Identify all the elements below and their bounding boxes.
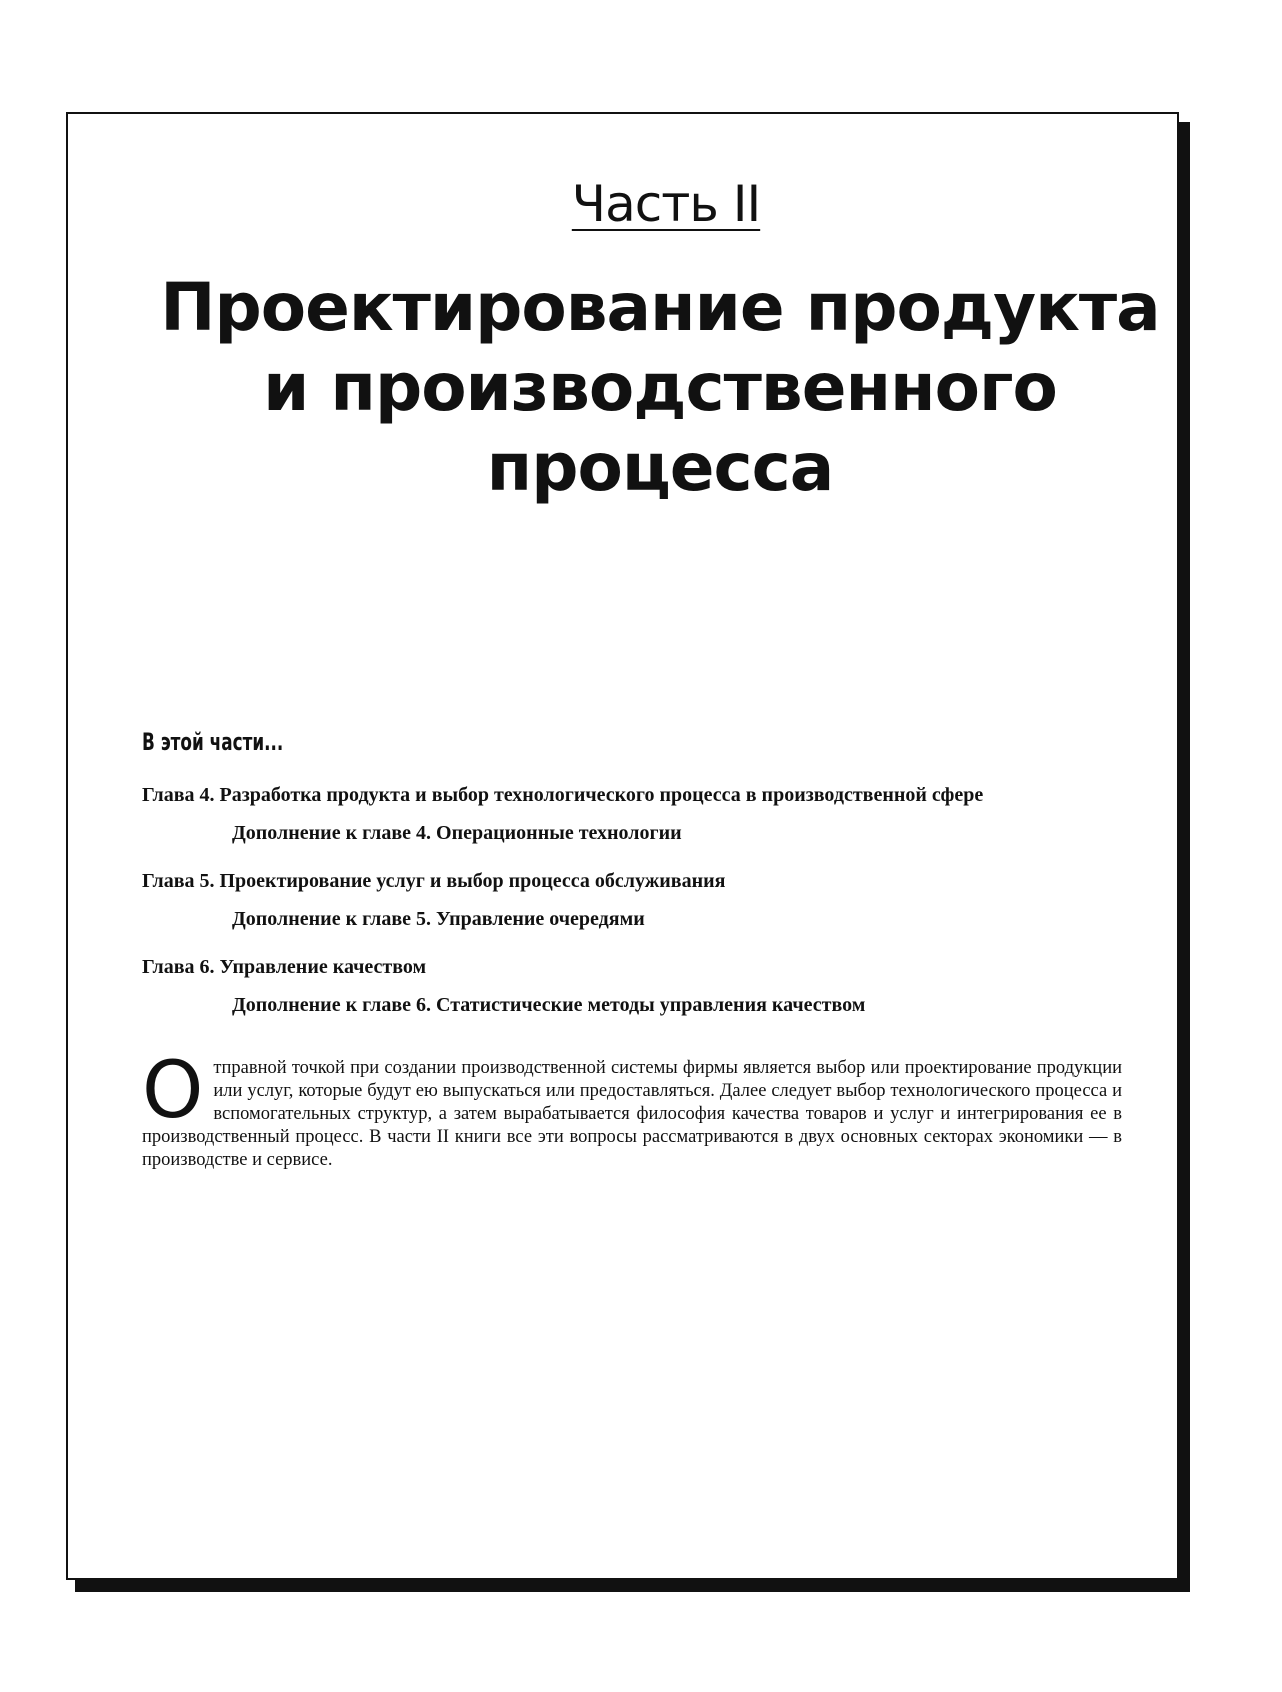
part-title	[120, 268, 1200, 508]
chapter-4-supplement: Дополнение к главе 4. Операционные технологии	[232, 822, 682, 844]
chapter-6-supplement: Дополнение к главе 6. Статистические методы управления качеством	[232, 994, 866, 1016]
intro-paragraph	[142, 1046, 1122, 1172]
intro-text: тправной точкой при создании производственной системы фирмы является выбор или проектирование продукции или услуг, которые будут ею выпускаться или предоставляться. Далее следует выбор технологического процесса и вспомогательных структур, а затем вырабатывается философия качества товаров и услуг и интегрирования ее в производственный процесс. В части II книги все эти вопросы рассматриваются в двух основных секторах экономики — в производстве и сервисе.	[142, 1058, 1122, 1170]
part-label	[0, 175, 1282, 233]
part-label-text: Часть II	[571, 175, 761, 233]
intro-dropcap: О	[142, 1046, 204, 1136]
contents-list	[142, 776, 1142, 1034]
part-title-line-1: Проектирование продукта	[160, 269, 1160, 346]
chapter-5-supplement: Дополнение к главе 5. Управление очередями	[232, 908, 645, 930]
part-title-line-3: процесса	[486, 429, 834, 506]
chapter-4-title: Глава 4. Разработка продукта и выбор технологического процесса в производственной сфере	[142, 784, 984, 806]
chapter-6-title: Глава 6. Управление качеством	[142, 956, 427, 978]
part-title-line-2: и производственного	[263, 349, 1057, 426]
chapter-5-title: Глава 5. Проектирование услуг и выбор процесса обслуживания	[142, 870, 726, 892]
contents-heading: В этой части...	[142, 728, 284, 756]
